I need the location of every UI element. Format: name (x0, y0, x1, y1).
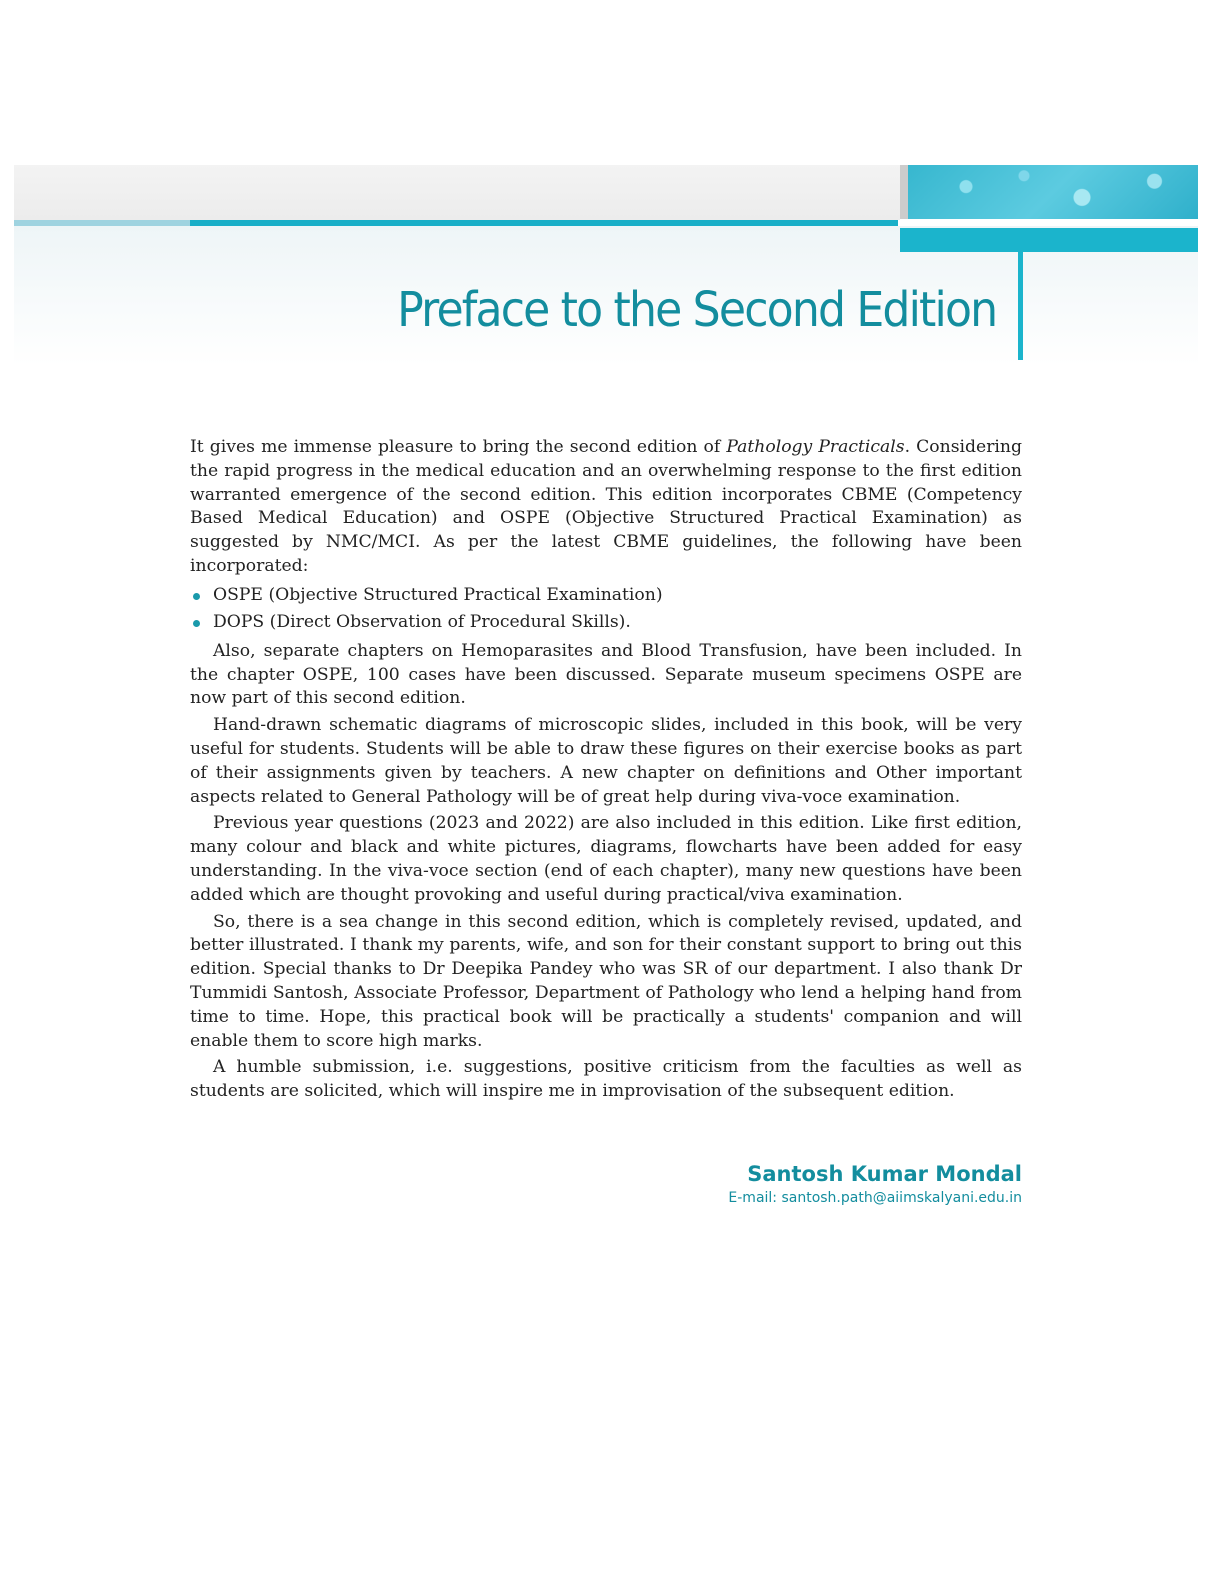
intro-text-cont: . Considering the rapid progress in the medical education and an overwhelming response to the first edition warranted emergence of the second edition. This edition incorporates CBME (Competency Based Medical Education) and OSPE (Objective Structured Practical Examination) as suggested by NMC/MCI. As per the latest CBME guidelines, the following have been incorporated: (190, 437, 1022, 576)
paragraph: Also, separate chapters on Hemoparasites and Blood Transfusion, have been included. In the chapter OSPE, 100 cases have been discussed. Separate museum specimens OSPE are now part of this second edition. (190, 640, 1022, 709)
list-item-text: OSPE (Objective Structured Practical Examination) (213, 584, 663, 605)
header-vertical-rule (1018, 252, 1023, 360)
signature (728, 1162, 1022, 1206)
list-item (190, 582, 1022, 609)
paragraph: So, there is a sea change in this second edition, which is completely revised, updated, and better illustrated. I thank my parents, wife, and son for their constant support to bring out this edition. Special thanks to Dr Deepika Pandey who was SR of our department. I also thank Dr Tummidi Santosh, Associate Professor, Department of Pathology who lend a helping hand from time to time. Hope, this practical book will be practically a students' companion and will enable them to score high marks. (190, 911, 1022, 1051)
list-item (190, 609, 1022, 636)
list-item-text: DOPS (Direct Observation of Procedural Skills). (213, 611, 631, 632)
header-accent-block (900, 228, 1198, 252)
book-title: Pathology Practicals (726, 437, 905, 457)
intro-text: It gives me immense pleasure to bring the second edition of (190, 437, 727, 457)
page-title: Preface to the Second Edition (396, 282, 996, 338)
author-name: Santosh Kumar Mondal (747, 1162, 1022, 1186)
author-email: E-mail: santosh.path@aiimskalyani.edu.in (728, 1190, 1022, 1206)
paragraph: Previous year questions (2023 and 2022) are also included in this edition. Like first edition, many colour and black and white pictures, diagrams, flowcharts have been added for easy understanding. In the viva-voce section (end of each chapter), many new questions have been added which are thought provoking and useful during practical/viva examination. (190, 813, 1022, 905)
header-rule (190, 220, 898, 226)
bullet-icon (193, 620, 200, 627)
preface-body (190, 436, 1022, 1107)
paragraph: A humble submission, i.e. suggestions, positive criticism from the faculties as well as students are solicited, which will inspire me in improvisation of the subsequent edition. (190, 1057, 1022, 1102)
snowflake-decoration (900, 165, 1198, 219)
intro-paragraph (190, 436, 1022, 579)
bullet-list (190, 582, 1022, 636)
paragraph: Hand-drawn schematic diagrams of microscopic slides, included in this book, will be very useful for students. Students will be able to draw these figures on their exercise books as part of their assignments given by teachers. A new chapter on definitions and Other important aspects related to General Pathology will be of great help during viva-voce examination. (190, 715, 1022, 807)
header-band (14, 165, 900, 220)
bullet-icon (193, 593, 200, 600)
header-rule-light (14, 220, 190, 226)
